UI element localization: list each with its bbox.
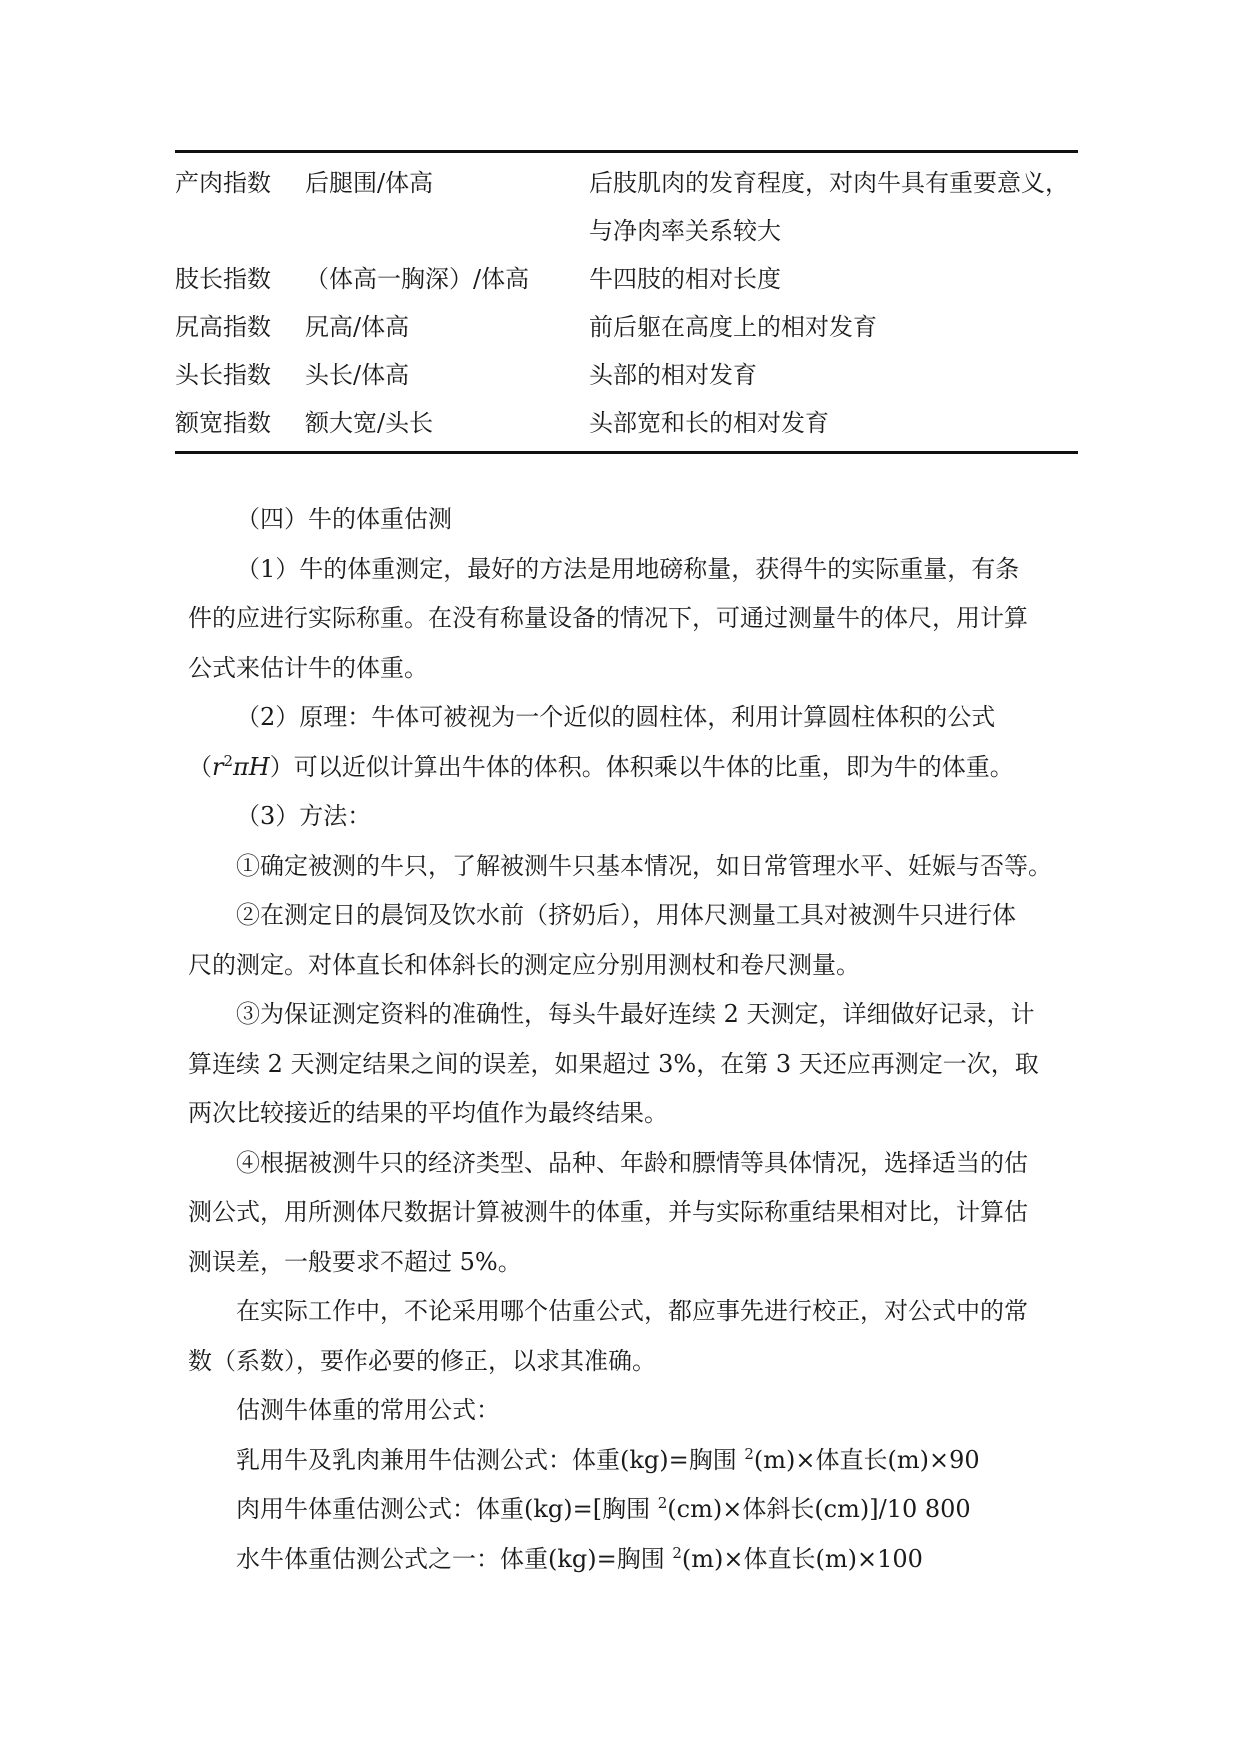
index-formula: （体高一胸深）/体高 bbox=[305, 265, 530, 293]
formula-dairy bbox=[188, 1436, 1066, 1486]
text-line: 公式来估计牛的体重。 bbox=[188, 653, 428, 682]
index-meaning bbox=[589, 255, 1078, 303]
paragraph-principle bbox=[188, 693, 1066, 792]
formula-pi-h: πH bbox=[233, 752, 270, 781]
text-line: （2）原理：牛体可被视为一个近似的圆柱体，利用计算圆柱体积的公式 bbox=[236, 703, 996, 731]
text-line: （1）牛的体重测定，最好的方法是用地磅称量，获得牛的实际重量，有条 bbox=[236, 554, 1020, 583]
step-3 bbox=[188, 990, 1066, 1139]
text-line: 测公式，用所测体尺数据计算被测牛的体重，并与实际称重结果相对比，计算估 bbox=[188, 1198, 1028, 1226]
section-heading: （四）牛的体重估测 bbox=[236, 505, 452, 533]
index-meaning bbox=[589, 399, 1078, 447]
formula-r: r bbox=[212, 752, 224, 781]
index-meaning-line: 头部的相对发育 bbox=[589, 361, 757, 389]
index-meaning-line: 头部宽和长的相对发育 bbox=[589, 409, 829, 437]
index-meaning-line: 后肢肌肉的发育程度，对肉牛具有重要意义， bbox=[589, 169, 1069, 197]
index-formula: 尻高/体高 bbox=[305, 313, 410, 341]
step-2 bbox=[188, 891, 1066, 990]
formula-beef bbox=[188, 1485, 1066, 1535]
text-line: ④根据被测牛只的经济类型、品种、年龄和膘情等具体情况，选择适当的估 bbox=[236, 1148, 1028, 1177]
paragraph-calibration bbox=[188, 1287, 1066, 1386]
table-row bbox=[175, 351, 1078, 399]
index-name: 肢长指数 bbox=[175, 265, 271, 293]
table-row bbox=[175, 255, 1078, 303]
paragraph-method: （3）方法： bbox=[236, 802, 372, 830]
index-name: 头长指数 bbox=[175, 361, 271, 389]
index-meaning-line: 与净肉率关系较大 bbox=[589, 217, 781, 245]
index-meaning bbox=[589, 159, 1078, 255]
text-line bbox=[188, 743, 1066, 793]
formula-text: 肉用牛体重估测公式：体重(kg)=[胸围 bbox=[236, 1495, 658, 1523]
table-row bbox=[175, 303, 1078, 351]
formula-superscript: 2 bbox=[657, 1494, 668, 1512]
text-line: ②在测定日的晨饲及饮水前（挤奶后），用体尺测量工具对被测牛只进行体 bbox=[236, 901, 1016, 929]
text-line: 两次比较接近的结果的平均值作为最终结果。 bbox=[188, 1099, 668, 1127]
body-text bbox=[188, 495, 1066, 1584]
index-meaning-line: 前后躯在高度上的相对发育 bbox=[589, 313, 877, 341]
text-line: 尺的测定。对体直长和体斜长的测定应分别用测杖和卷尺测量。 bbox=[188, 950, 860, 979]
index-name: 产肉指数 bbox=[175, 169, 271, 197]
formula-superscript: 2 bbox=[223, 751, 234, 770]
index-meaning bbox=[589, 303, 1078, 351]
text-fragment: ）可以近似计算出牛体的体积。体积乘以牛体的比重，即为牛的体重。 bbox=[269, 752, 1014, 781]
text-line: 算连续 2 天测定结果之间的误差，如果超过 3%，在第 3 天还应再测定一次，取 bbox=[188, 1049, 1039, 1078]
text-line: 件的应进行实际称重。在没有称量设备的情况下，可通过测量牛的体尺，用计算 bbox=[188, 604, 1028, 632]
text-fragment: （ bbox=[188, 752, 212, 781]
text-line: 测误差，一般要求不超过 5%。 bbox=[188, 1247, 522, 1276]
formula-text: (cm)×体斜长(cm)]/10 800 bbox=[667, 1495, 971, 1523]
index-meaning-line: 牛四肢的相对长度 bbox=[589, 265, 781, 293]
formula-text: (m)×体直长(m)×100 bbox=[681, 1544, 923, 1573]
formula-buffalo bbox=[188, 1535, 1066, 1585]
formula-superscript: 2 bbox=[744, 1444, 754, 1463]
table-row bbox=[175, 159, 1078, 255]
formula-superscript: 2 bbox=[672, 1543, 682, 1562]
paragraph-weighing bbox=[188, 545, 1066, 694]
formulas-heading: 估测牛体重的常用公式： bbox=[236, 1396, 500, 1424]
step-1: ①确定被测的牛只，了解被测牛只基本情况，如日常管理水平、妊娠与否等。 bbox=[236, 851, 1052, 880]
text-line: 数（系数），要作必要的修正，以求其准确。 bbox=[188, 1346, 656, 1375]
index-name: 尻高指数 bbox=[175, 313, 271, 341]
index-name: 额宽指数 bbox=[175, 409, 271, 437]
formula-text: (m)×体直长(m)×90 bbox=[753, 1445, 980, 1474]
index-formula: 额大宽/头长 bbox=[305, 409, 434, 437]
text-line: ③为保证测定资料的准确性，每头牛最好连续 2 天测定，详细做好记录，计 bbox=[236, 1000, 1035, 1028]
index-formula: 头长/体高 bbox=[305, 361, 410, 389]
index-formula: 后腿围/体高 bbox=[305, 169, 434, 197]
table-row bbox=[175, 399, 1078, 447]
formula-text: 水牛体重估测公式之一：体重(kg)=胸围 bbox=[236, 1544, 673, 1573]
text-line: 在实际工作中，不论采用哪个估重公式，都应事先进行校正，对公式中的常 bbox=[236, 1297, 1028, 1325]
step-4 bbox=[188, 1139, 1066, 1288]
index-table bbox=[175, 150, 1078, 454]
formula-text: 乳用牛及乳肉兼用牛估测公式：体重(kg)=胸围 bbox=[236, 1445, 745, 1474]
index-meaning bbox=[589, 351, 1078, 399]
